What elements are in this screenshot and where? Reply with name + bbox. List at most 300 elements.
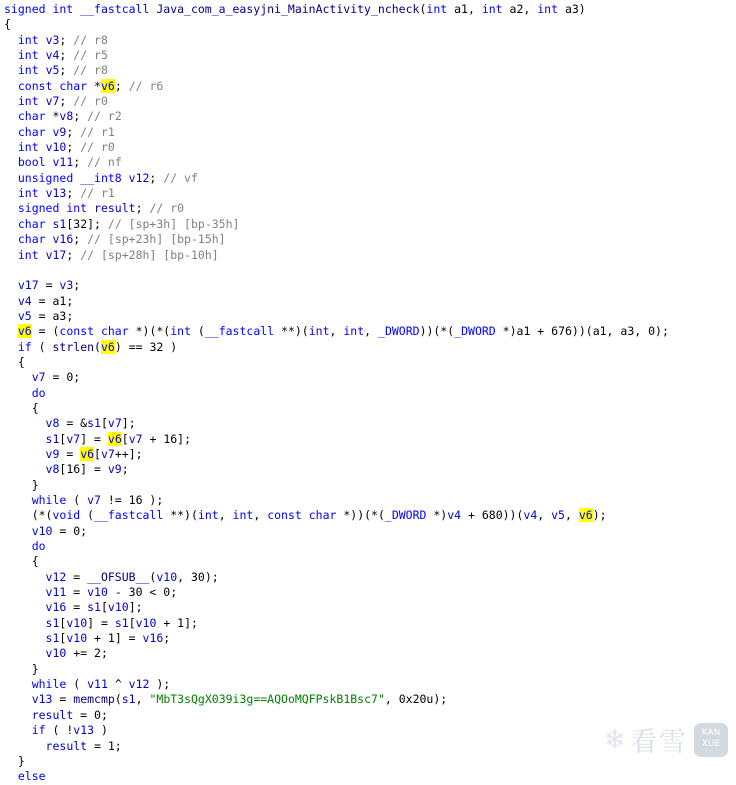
code-line[interactable] <box>4 17 736 32</box>
code-token <box>4 386 32 400</box>
code-token: = <box>38 278 60 293</box>
code-token: ( <box>73 493 88 507</box>
code-token <box>4 447 46 461</box>
code-token: [ <box>121 431 129 446</box>
code-token: v9 <box>107 462 122 477</box>
code-token: = <box>31 308 53 323</box>
code-token: v4 <box>523 508 538 523</box>
code-token: __fastcall <box>204 324 282 339</box>
code-token: + 676))( <box>530 324 593 339</box>
code-token: [ <box>59 615 67 630</box>
code-token: ; <box>121 462 129 477</box>
code-token: a3 <box>620 324 635 339</box>
code-token: ( <box>419 2 427 16</box>
code-token: ]; <box>121 416 136 431</box>
code-token: v9 <box>45 446 60 461</box>
code-token <box>4 94 18 108</box>
code-token: // nf <box>87 155 122 170</box>
code-token: char <box>17 232 53 247</box>
code-line[interactable] <box>4 48 736 63</box>
code-token: v11 <box>52 155 74 170</box>
code-token: v7 <box>45 94 60 109</box>
code-line[interactable] <box>4 140 736 155</box>
code-line[interactable] <box>4 217 736 232</box>
code-token: ) <box>94 723 108 738</box>
code-token: ; <box>59 48 74 63</box>
code-line[interactable] <box>4 33 736 48</box>
code-line[interactable] <box>4 2 736 17</box>
code-token: **)( <box>281 324 309 339</box>
code-token: ; <box>66 186 81 201</box>
code-token: while <box>31 677 74 692</box>
code-token <box>4 646 46 660</box>
highlighted-token: v6 <box>80 446 95 461</box>
code-token: int <box>17 94 46 109</box>
code-token: // r1 <box>80 124 115 139</box>
code-token: ( <box>87 508 95 523</box>
code-token: int <box>17 48 46 63</box>
code-token: v8 <box>45 416 60 431</box>
code-line[interactable] <box>4 600 736 615</box>
code-line[interactable] <box>4 508 736 523</box>
code-token: int <box>17 247 46 262</box>
code-token: a1 <box>454 2 468 16</box>
code-token: v3 <box>45 32 60 47</box>
code-token: v10 <box>87 585 108 600</box>
code-token: = 0; <box>52 523 88 538</box>
code-token: // r6 <box>128 78 164 93</box>
code-token <box>4 63 18 77</box>
code-token: = <box>66 585 88 600</box>
code-token <box>4 125 18 139</box>
code-token: else <box>17 769 46 784</box>
code-token: v9 <box>52 124 67 139</box>
code-token: const char <box>17 78 95 93</box>
code-token: // r0 <box>73 94 108 109</box>
code-token: __fastcall <box>94 508 171 523</box>
code-token: v5 <box>17 308 32 323</box>
code-token: ]; <box>128 600 143 615</box>
code-token: v3 <box>59 278 74 293</box>
code-token: ); <box>592 508 607 523</box>
code-token: // r5 <box>73 48 108 63</box>
code-token: a2 <box>509 2 524 16</box>
code-token <box>4 155 18 169</box>
code-token: v12 <box>128 677 150 692</box>
code-token: int <box>343 324 365 339</box>
code-line[interactable] <box>4 355 736 370</box>
code-token: ; <box>73 155 88 170</box>
code-line[interactable] <box>4 554 736 569</box>
code-token: [ <box>128 615 136 630</box>
code-token: int <box>170 324 198 339</box>
code-token: v10 <box>107 600 129 615</box>
code-token <box>4 493 32 507</box>
code-token: s1 <box>114 615 129 630</box>
code-token: *)(*( <box>135 324 171 339</box>
code-line[interactable] <box>4 201 736 216</box>
code-token: do <box>31 539 46 554</box>
code-line[interactable] <box>4 79 736 94</box>
code-token: v10 <box>156 569 178 584</box>
code-token: int <box>537 2 565 16</box>
code-token <box>4 340 18 354</box>
code-token: s1 <box>45 631 60 646</box>
code-line[interactable] <box>4 294 736 309</box>
code-token <box>4 79 18 93</box>
code-token: ++]; <box>114 446 143 461</box>
code-token: [32]; <box>66 216 108 231</box>
code-token: // r0 <box>80 140 115 155</box>
code-line[interactable] <box>4 754 736 769</box>
code-token: , <box>253 508 268 523</box>
code-token <box>4 600 46 614</box>
highlighted-token: v6 <box>100 339 115 354</box>
code-line[interactable] <box>4 769 736 784</box>
code-token <box>4 677 32 691</box>
code-token: ; <box>59 94 74 109</box>
code-token: if <box>31 723 53 738</box>
code-token <box>4 201 18 215</box>
code-token: ) == 32 ) <box>114 339 178 354</box>
code-token: ; <box>114 78 129 93</box>
code-token: // r2 <box>87 109 122 124</box>
code-line[interactable] <box>4 432 736 447</box>
code-token: *) <box>433 508 448 523</box>
code-token: // [sp+28h] [bp-10h] <box>80 247 219 262</box>
code-token: v8 <box>59 109 74 124</box>
code-token: _DWORD <box>454 324 503 339</box>
code-token: v17 <box>17 278 39 293</box>
code-token <box>4 324 18 338</box>
code-token: const char <box>59 324 136 339</box>
code-line[interactable] <box>4 278 736 293</box>
code-token: [ <box>59 431 67 446</box>
code-token: int <box>17 140 46 155</box>
code-token: // r0 <box>149 201 185 216</box>
code-token: * <box>52 109 60 124</box>
code-token: int <box>17 186 46 201</box>
code-token: = ( <box>31 324 60 339</box>
code-token: = 0; <box>73 707 108 722</box>
code-token: [16] = <box>59 462 108 477</box>
code-token: v10 <box>135 615 157 630</box>
code-token: = 0; <box>45 370 81 385</box>
code-line[interactable] <box>4 125 736 140</box>
code-token: , <box>467 2 482 16</box>
code-line[interactable] <box>4 631 736 646</box>
code-line[interactable] <box>4 309 736 324</box>
code-token: != 16 ); <box>100 493 164 507</box>
code-token: v7 <box>128 431 143 446</box>
code-token: v10 <box>45 646 67 661</box>
code-token: } <box>4 661 39 676</box>
code-token: a1 <box>592 324 607 339</box>
code-token: + 1]; <box>156 615 198 630</box>
code-line[interactable] <box>4 447 736 462</box>
code-token: ; <box>163 631 171 646</box>
code-token: v10 <box>31 523 53 538</box>
code-token: strlen <box>52 339 95 354</box>
code-token: result <box>45 738 88 753</box>
code-token: // r8 <box>73 32 108 47</box>
code-token <box>4 48 18 62</box>
code-token <box>4 462 46 476</box>
code-token: // r8 <box>73 63 108 78</box>
watermark-badge-line2: XUE <box>701 738 721 749</box>
code-token: v13 <box>45 186 67 201</box>
code-token: int <box>17 32 46 47</box>
code-token: + 16]; <box>142 431 192 446</box>
code-token: = <box>66 569 88 584</box>
code-line[interactable] <box>4 662 736 677</box>
code-token: int <box>308 324 330 339</box>
code-token: ; <box>135 201 150 216</box>
code-line[interactable] <box>4 109 736 124</box>
code-token: v11 <box>87 677 108 692</box>
code-token <box>4 723 32 737</box>
code-token: ; <box>59 32 74 47</box>
code-token: ] = <box>80 431 108 446</box>
code-line[interactable] <box>4 723 736 738</box>
code-token: , <box>329 324 344 339</box>
code-token: ; <box>66 124 81 139</box>
code-token: v7 <box>100 446 115 461</box>
code-token: = <box>52 692 74 707</box>
code-token: int <box>232 508 254 523</box>
code-line[interactable] <box>4 232 736 247</box>
code-token: ; <box>66 247 81 262</box>
code-token: bool <box>17 155 53 170</box>
code-token: a1 <box>52 293 67 308</box>
code-token: (*( <box>4 508 53 523</box>
code-line[interactable] <box>4 462 736 477</box>
code-token: ] = <box>87 615 115 630</box>
code-token <box>4 186 18 200</box>
code-line[interactable] <box>4 478 736 493</box>
code-token: char <box>17 216 53 231</box>
code-token: char <box>17 124 53 139</box>
code-token <box>4 739 46 753</box>
code-token: unsigned __int8 <box>17 170 129 185</box>
code-token: , <box>523 2 538 16</box>
code-line[interactable] <box>4 493 736 508</box>
code-token: s1 <box>45 615 60 630</box>
code-token: signed int <box>17 201 95 216</box>
code-token: a3 <box>52 308 67 323</box>
code-line[interactable] <box>4 708 736 723</box>
code-line[interactable] <box>4 739 736 754</box>
code-token: ; <box>73 232 88 247</box>
code-token: s1 <box>45 431 60 446</box>
code-token: result <box>31 707 74 722</box>
code-token: - 30 < 0; <box>107 585 178 600</box>
code-token <box>4 416 46 430</box>
code-token <box>4 109 18 123</box>
code-token: if <box>17 339 39 354</box>
code-token: , <box>564 508 579 523</box>
code-token: v4 <box>45 48 60 63</box>
code-token: += 2; <box>66 646 108 661</box>
code-token: = <box>59 446 81 461</box>
code-token: a1 <box>516 324 531 339</box>
code-line[interactable] <box>4 171 736 186</box>
code-token: while <box>31 493 74 507</box>
code-line[interactable] <box>4 186 736 201</box>
code-token: ( <box>197 324 205 339</box>
code-token: s1 <box>52 216 67 231</box>
code-token: __fastcall <box>80 2 157 16</box>
code-token: [ <box>100 600 108 615</box>
code-token: v4 <box>17 293 32 308</box>
code-token: = 1; <box>87 738 122 753</box>
code-token: { <box>4 400 39 415</box>
code-token: { <box>4 554 39 569</box>
code-token: { <box>4 17 11 32</box>
code-token: v10 <box>66 631 88 646</box>
code-token <box>4 432 46 446</box>
code-line[interactable] <box>4 386 736 401</box>
code-token <box>4 217 18 231</box>
code-token: ); <box>149 677 171 692</box>
code-token: ( <box>38 339 53 354</box>
code-line[interactable] <box>4 340 736 355</box>
code-token: v16 <box>142 631 164 646</box>
code-token: v7 <box>66 431 81 446</box>
code-token: v12 <box>128 170 150 185</box>
code-token: s1 <box>87 600 101 615</box>
code-token: // [sp+23h] [bp-15h] <box>87 232 226 247</box>
code-token <box>4 769 18 783</box>
code-line[interactable] <box>4 539 736 554</box>
code-token <box>4 232 18 246</box>
code-token: v7 <box>107 416 122 431</box>
code-token: ; <box>149 170 164 185</box>
code-token: do <box>31 385 46 400</box>
code-token: ^ <box>107 677 129 692</box>
code-token: v7 <box>87 493 101 507</box>
code-token: _DWORD <box>384 508 434 523</box>
code-token: // r1 <box>80 186 115 201</box>
code-line[interactable] <box>4 646 736 661</box>
code-token: int <box>197 508 219 523</box>
code-token: ; <box>73 109 88 124</box>
code-token <box>4 294 18 308</box>
code-token: ( <box>73 677 88 692</box>
code-token: s1 <box>121 692 136 707</box>
code-token: void <box>52 508 88 523</box>
code-token: v12 <box>45 569 67 584</box>
code-token <box>4 33 18 47</box>
watermark-badge-line1: KAN <box>701 727 721 738</box>
code-token <box>4 140 18 154</box>
code-token <box>4 708 32 722</box>
code-line[interactable] <box>4 63 736 78</box>
code-token: , 30); <box>177 569 219 584</box>
code-line[interactable] <box>4 370 736 385</box>
code-token: *))(*( <box>343 508 385 523</box>
code-token: char <box>17 109 53 124</box>
code-token <box>4 631 46 645</box>
code-token: const char <box>267 508 344 523</box>
code-token: int <box>17 63 46 78</box>
code-token <box>4 585 46 599</box>
code-token: // vf <box>163 170 198 185</box>
code-token: [ <box>59 631 67 646</box>
code-token: v5 <box>551 508 565 523</box>
code-token: [ <box>94 446 101 461</box>
code-token: Java_com_a_easyjni_MainActivity_ncheck <box>156 2 420 16</box>
code-token: = <box>31 293 53 308</box>
code-token: signed int <box>4 2 81 16</box>
code-token: __OFSUB__ <box>87 569 150 584</box>
code-token: , <box>135 692 150 707</box>
code-token: , <box>606 324 621 339</box>
code-line[interactable] <box>4 692 736 707</box>
code-line[interactable] <box>4 616 736 631</box>
code-token: "MbT3sQgX039i3g==AQOoMQFPskB1Bsc7" <box>149 692 385 707</box>
code-line[interactable] <box>4 677 736 692</box>
code-token <box>4 692 32 706</box>
code-token: * <box>94 78 101 93</box>
code-token: ; <box>73 278 81 293</box>
code-token: ; <box>66 140 81 155</box>
code-line[interactable] <box>4 324 736 339</box>
code-line[interactable] <box>4 401 736 416</box>
code-token: v8 <box>45 462 60 477</box>
code-line[interactable] <box>4 570 736 585</box>
code-token <box>4 524 32 538</box>
code-token: s1 <box>87 416 101 431</box>
code-token: + 1] = <box>87 631 143 646</box>
code-token: , <box>537 508 552 523</box>
code-token: ; <box>66 293 74 308</box>
code-token: } <box>4 477 39 492</box>
code-token: v13 <box>73 723 95 738</box>
code-token: int <box>481 2 510 16</box>
code-token: ; <box>66 308 74 323</box>
code-token: v10 <box>45 140 67 155</box>
code-line[interactable] <box>4 416 736 431</box>
code-line[interactable] <box>4 524 736 539</box>
code-token <box>4 309 18 323</box>
code-token <box>4 616 46 630</box>
code-token: v13 <box>31 692 53 707</box>
code-token <box>4 539 32 553</box>
code-token: ( ! <box>52 723 74 738</box>
code-line[interactable] <box>4 263 736 278</box>
code-token <box>4 248 18 262</box>
code-line[interactable] <box>4 94 736 109</box>
code-token: *) <box>502 324 517 339</box>
code-token: ( <box>149 569 157 584</box>
code-line[interactable] <box>4 248 736 263</box>
watermark-text: 看雪 <box>630 727 688 758</box>
code-token: result <box>94 201 136 216</box>
code-line[interactable] <box>4 585 736 600</box>
snowflake-icon: ❄ <box>605 721 624 757</box>
code-line[interactable] <box>4 155 736 170</box>
highlighted-token: v6 <box>100 78 115 93</box>
code-token: v7 <box>31 370 46 385</box>
code-token: { <box>4 354 25 369</box>
code-token: [ <box>100 416 108 431</box>
highlighted-token: v6 <box>107 431 122 446</box>
code-token: // [sp+3h] [bp-35h] <box>107 216 240 231</box>
code-token: _DWORD <box>378 324 420 339</box>
code-token: + 680))( <box>461 508 524 523</box>
code-token: v17 <box>45 247 67 262</box>
